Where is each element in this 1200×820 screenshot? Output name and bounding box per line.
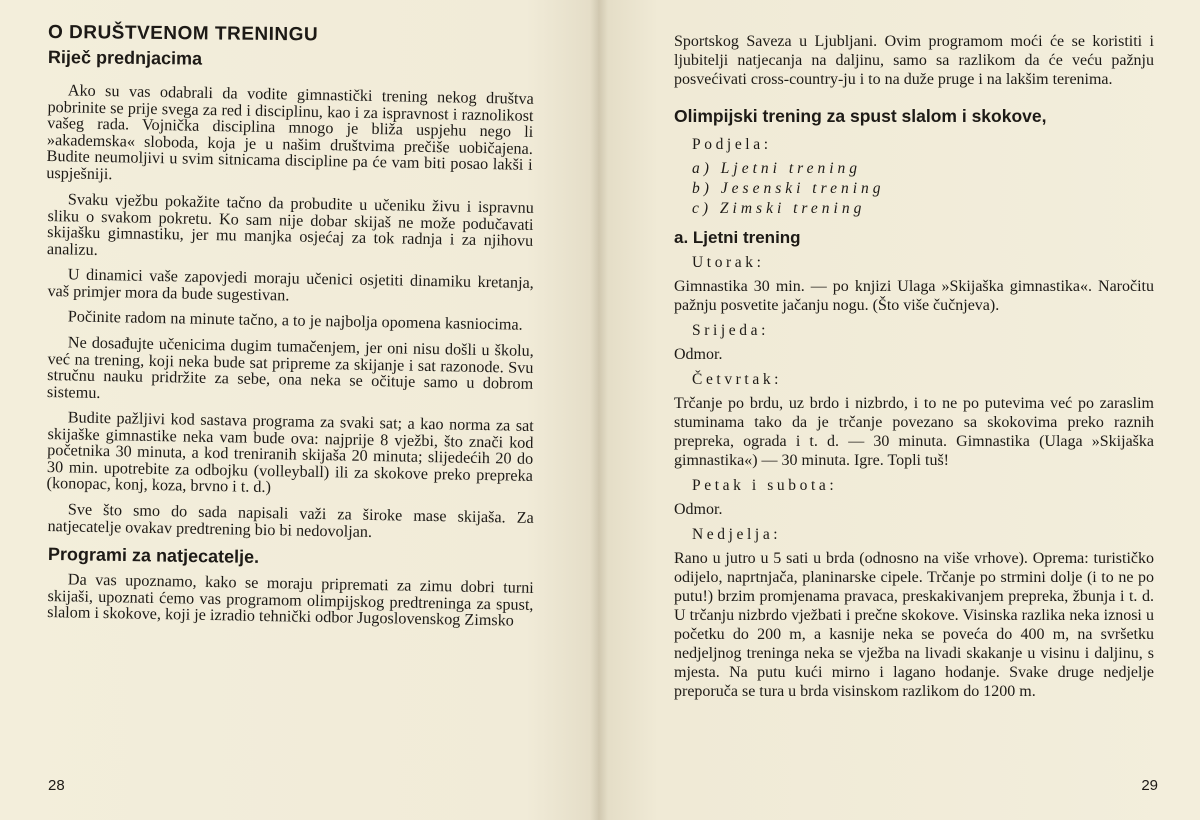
list-item: b) Jesenski trening (692, 180, 885, 197)
page-number: 29 (1141, 777, 1158, 794)
paragraph: Svaku vježbu pokažite tačno da probudite u učeniku živu i ispravnu sliku o svakom pokretu. Ko sam nije dobar skijaš ne može podučavati skijašku gimnastiku, jer mu manjka osjećaj za tok radnja i za njihovu analizu. (46, 189, 534, 259)
day-label: Utorak: (692, 254, 765, 271)
paragraph: Budite pažljivi kod sastava programa za svaki sat; a kao norma za sat skijaške gimnastike neka vam bude ova: najprije 8 vježbi, što znači kod početnika 30 minuta, a kod treniranih skijaša 20 minuta; slijedećih 20 do 30 min. upotrebite za odbojku (volleyball) ili za skokove preko prepreka (konopac, konj, koza, brvno i t. d.) (46, 408, 534, 497)
chapter-subtitle: Riječ prednjacima (47, 47, 203, 69)
paragraph: Počinite radom na minute tačno, a to je najbolja opomena kasniocima. (67, 307, 523, 334)
day-text: Odmor. (674, 346, 723, 363)
day-label: Četvrtak: (692, 371, 783, 388)
day-label: Srijeda: (692, 322, 770, 339)
list-item: a) Ljetni trening (692, 160, 862, 177)
book-gutter (590, 0, 608, 820)
section-heading: Olimpijski trening za spust slalom i skokove, (674, 106, 1047, 126)
day-text: Trčanje po brdu, uz brdo i nizbrdo, i to ne po putevima već po zaraslim stuminama tako da je trčanje povezano sa skokovima preko raznih prepreka, ograda i t. d. — 30 minuta. Gimnastika (Ulaga »Skijaška gimnastika«) — 30 minuta. Igre. Topli tuš! (674, 395, 1154, 469)
paragraph: U dinamici vaše zapovjedi moraju učenici osjetiti dinamiku kretanja, vaš primjer mora da bude sugestivan. (47, 265, 534, 304)
paragraph: Da vas upoznamo, kako se moraju pripremati za zimu dobri turni skijaši, upoznati ćemo vas programom olimpijskog predtreninga za spust, slalom i skokove, koji je izradio tehnički odbor Jugoslovenskog Zimsko (47, 570, 534, 630)
day-label: Nedjelja: (692, 526, 782, 543)
day-text: Rano u jutro u 5 sati u brda (odnosno na više vrhove). Oprema: turističko odijelo, naprtnjača, planinarske cipele. Trčanje po strmini dolje (i to ne po putu!) brzim promjenama pravaca, preskakivanjem prepreka, žbunja i t. d. U trčanju nizbrdo vježbati i prečne skokove. Visinska razlika neka iznosi u početku do 200 m, a kasnije neka se poveća do 400 m, na svršetku nedjeljnog treninga neka se vježba na livadi skakanje u visinu i daljinu, s mjesta. Na putu kući mirno i lagano hodanje. Svake druge nedjelje preporuča se tura u brda visinskom razlikom do 1200 m. (674, 550, 1154, 700)
day-label: Petak i subota: (692, 477, 838, 494)
left-column (48, 22, 534, 630)
paragraph: Sportskog Saveza u Ljubljani. Ovim programom moći će se koristiti i ljubitelji natjecanja na daljinu, samo sa razlikom da će veću pažnju posvećivati cross-country-ju i to na duže pruge i na lakšim terenima. (674, 33, 1154, 88)
right-column (674, 32, 1154, 707)
section-heading: Programi za natjecatelje. (47, 544, 260, 568)
page-number: 28 (48, 777, 65, 794)
paragraph: Ne dosađujte učenicima dugim tumačenjem, jer oni nisu došli u školu, već na trening, koji neka bude sat pripreme za skijanje i sat razonode. Svu stručnu nauku pridržite za sebe, ona neka se očituje samo u dobrom sistemu. (46, 333, 534, 402)
day-text: Odmor. (674, 501, 723, 518)
chapter-title: O DRUŠTVENOM TRENINGU (47, 22, 319, 46)
list-item: c) Zimski trening (692, 200, 866, 217)
paragraph: Sve što smo do sada napisali važi za široke mase skijaša. Za natjecatelje ovakav predtrening bio bi nedovoljan. (47, 500, 534, 541)
division-list (692, 159, 1154, 219)
left-page (0, 0, 598, 820)
subsection-heading: a. Ljetni trening (674, 228, 801, 247)
day-text: Gimnastika 30 min. — po knjizi Ulaga »Skijaška gimnastika«. Naročitu pažnju posvetite jačanju nogu. (Što više čučnjeva). (674, 278, 1154, 314)
right-page (598, 0, 1200, 820)
paragraph: Ako su vas odabrali da vodite gimnastički trening nekog društva pobrinite se prije svega za red i disciplinu, kao i za ispravnost i raznolikost vašeg rada. Vojnička disciplina mnogo je bliža uspjehu nego li »akademska« sloboda, koja je u našim društvima prečiše uobičajena. Budite neumoljivi u svim sitnicama discipline pa će vam biti posao lakši i uspješniji. (46, 81, 534, 184)
division-label: Podjela: (692, 136, 772, 153)
